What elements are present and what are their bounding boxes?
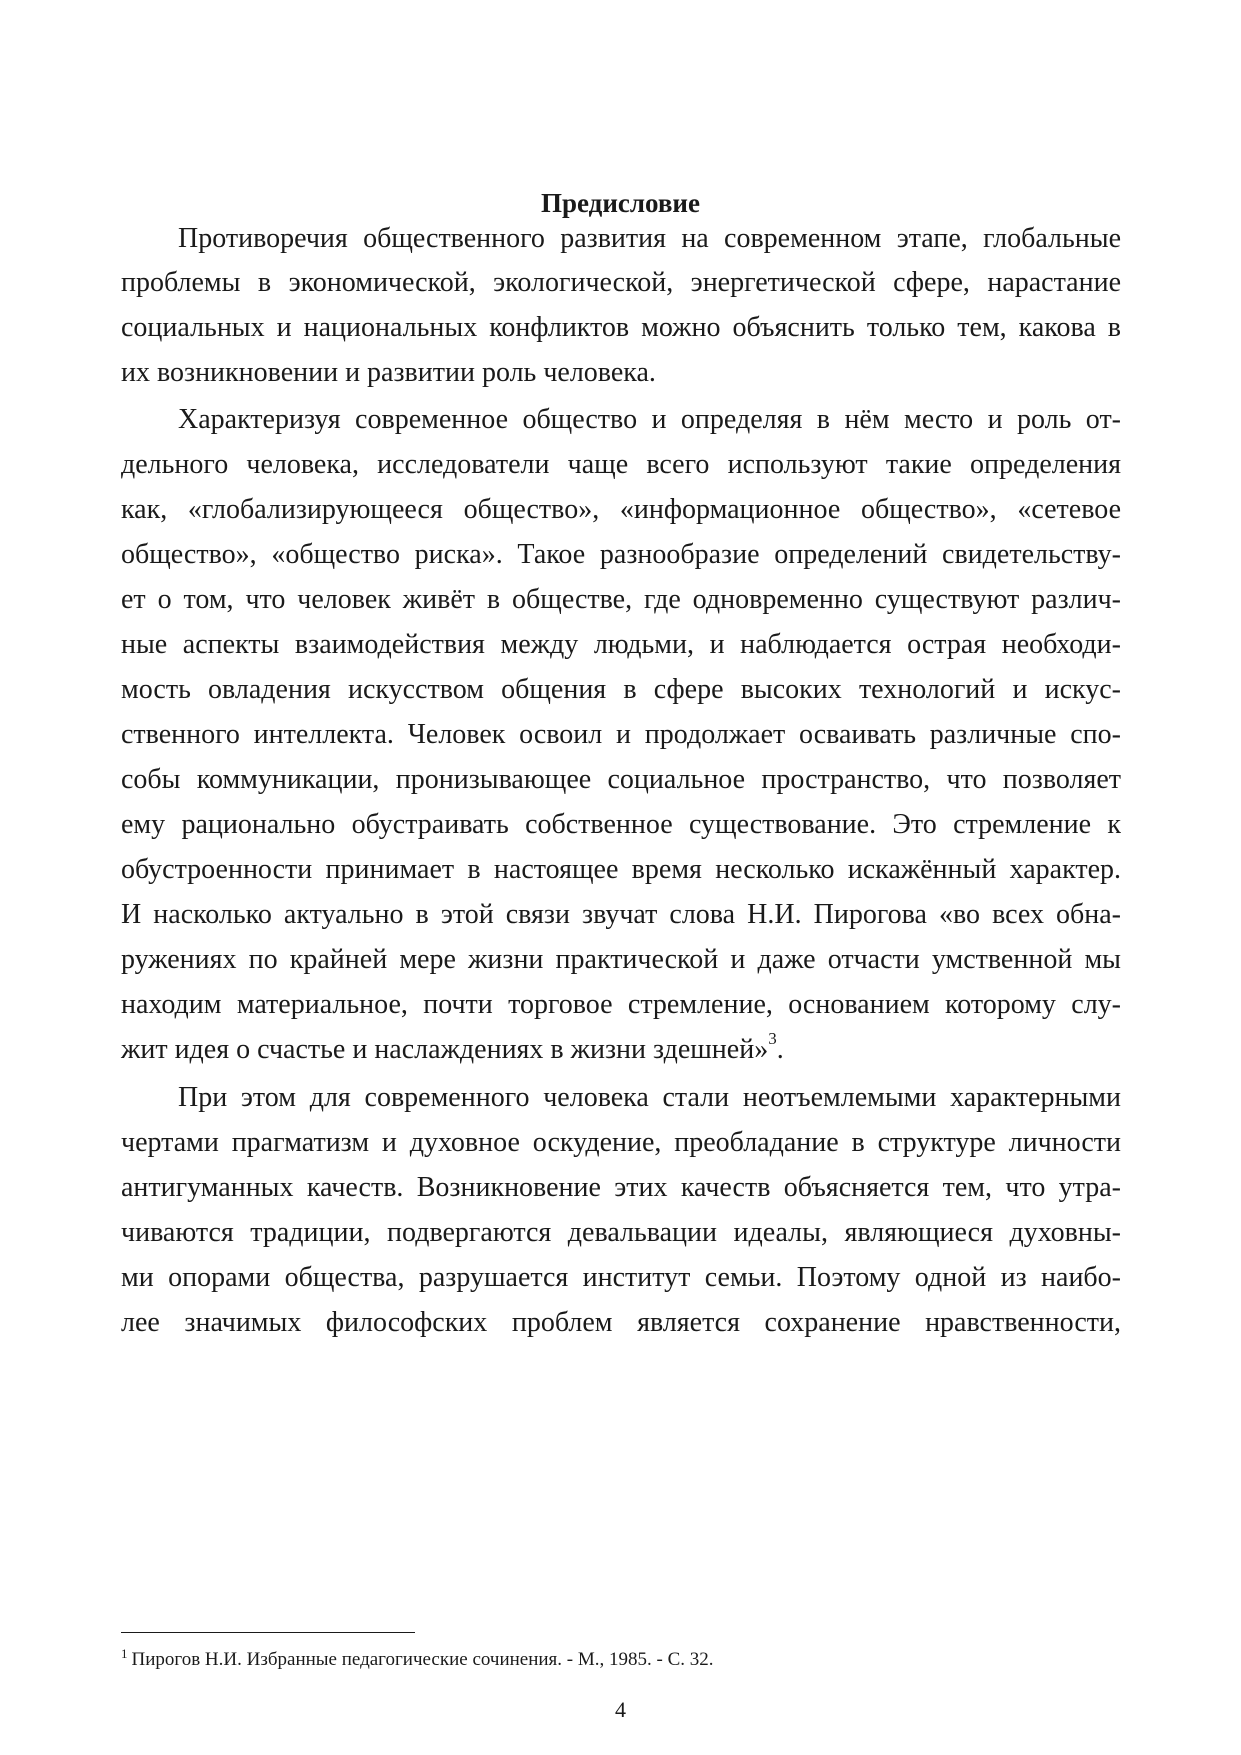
- paragraph-2-line-6: ные аспекты взаимодействия между людьми, и наблюдается острая необходи-: [121, 629, 1121, 660]
- paragraph-2-line-4: общество», «общество риска». Такое разнообразие определений свидетельству-: [121, 539, 1121, 570]
- paragraph-2-end-punctuation: .: [776, 1034, 784, 1065]
- paragraph-3-line-2: чертами прагматизм и духовное оскудение, преобладание в структуре личности: [121, 1127, 1121, 1158]
- footnote: [121, 1645, 714, 1672]
- paragraph-3-line-6: лее значимых философских проблем является сохранение нравственности,: [121, 1307, 1121, 1338]
- paragraph-3-line-1: При этом для современного человека стали неотъемлемыми характерными: [178, 1082, 1121, 1113]
- paragraph-2-line-15: [121, 1028, 1121, 1067]
- paragraph-2-line-5: ет о том, что человек живёт в обществе, где одновременно существуют различ-: [121, 584, 1121, 615]
- paragraph-1-line-1: Противоречия общественного развития на современном этапе, глобальные: [178, 223, 1121, 254]
- paragraph-2-line-10: ему рационально обустраивать собственное существование. Это стремление к: [121, 809, 1121, 840]
- paragraph-3-line-4: чиваются традиции, подвергаются девальвации идеалы, являющиеся духовны-: [121, 1217, 1121, 1248]
- footnote-marker: 1: [121, 1645, 128, 1661]
- paragraph-3-line-5: ми опорами общества, разрушается институт семьи. Поэтому одной из наибо-: [121, 1262, 1121, 1293]
- page-number: 4: [615, 1697, 626, 1722]
- paragraph-2-line-14: находим материальное, почти торговое стремление, основанием которому слу-: [121, 989, 1121, 1020]
- paragraph-2-line-11: обустроенности принимает в настоящее время несколько искажённый характер.: [121, 854, 1121, 885]
- paragraph-2-line-2: дельного человека, исследователи чаще всего используют такие определения: [121, 449, 1121, 480]
- paragraph-2-line-13: ружениях по крайней мере жизни практической и даже отчасти умственной мы: [121, 944, 1121, 975]
- paragraph-1-line-3: социальных и национальных конфликтов можно объяснить только тем, какова в: [121, 312, 1121, 343]
- paragraph-1-line-2: проблемы в экономической, экологической, энергетической сфере, нарастание: [121, 267, 1121, 298]
- paragraph-2-line-8: ственного интеллекта. Человек освоил и продолжает осваивать различные спо-: [121, 719, 1121, 750]
- paragraph-2-line-3: как, «глобализирующееся общество», «информационное общество», «сетевое: [121, 494, 1121, 525]
- paragraph-2-line-7: мость овладения искусством общения в сфере высоких технологий и искус-: [121, 674, 1121, 705]
- footnote-text: Пирогов Н.И. Избранные педагогические сочинения. - М., 1985. - С. 32.: [131, 1649, 714, 1670]
- paragraph-2-line-12: И насколько актуально в этой связи звучат слова Н.И. Пирогова «во всех обна-: [121, 899, 1121, 930]
- paragraph-1-line-4: их возникновении и развитии роль человека.: [121, 357, 656, 388]
- paragraph-3-line-3: антигуманных качеств. Возникновение этих качеств объясняется тем, что утра-: [121, 1172, 1121, 1203]
- page-title: Предисловие: [541, 188, 700, 218]
- footnote-separator: [121, 1632, 415, 1633]
- paragraph-2-line-9: собы коммуникации, пронизывающее социальное пространство, что позволяет: [121, 764, 1121, 795]
- footnote-reference: 3: [768, 1028, 777, 1048]
- paragraph-2-line-15-text: жит идея о счастье и наслаждениях в жизни здешней»: [121, 1034, 769, 1065]
- paragraph-2-line-1: Характеризуя современное общество и определяя в нём место и роль от-: [178, 404, 1121, 435]
